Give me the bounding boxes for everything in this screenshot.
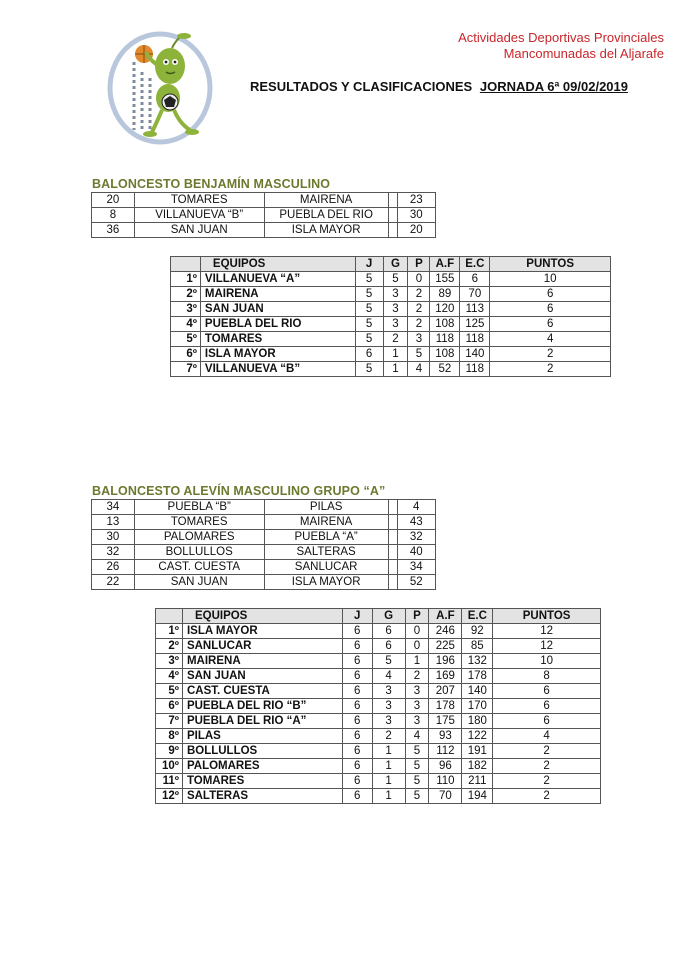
- standings-row: [156, 759, 601, 774]
- result-row: [92, 208, 436, 223]
- points-against-cell: 182: [462, 759, 493, 774]
- column-header: PUNTOS: [490, 257, 611, 272]
- points-against-cell: 140: [460, 347, 490, 362]
- won-cell: 3: [383, 287, 408, 302]
- standings-table-alevin: [155, 608, 601, 804]
- jornada-date: JORNADA 6ª 09/02/2019: [479, 79, 628, 94]
- points-against-cell: 170: [462, 699, 493, 714]
- position-cell: 5º: [171, 332, 201, 347]
- lost-cell: 5: [405, 759, 429, 774]
- team-cell: MAIRENA: [182, 654, 342, 669]
- points-cell: 12: [493, 639, 601, 654]
- won-cell: 1: [383, 347, 408, 362]
- column-header: A.F: [429, 609, 462, 624]
- points-for-cell: 175: [429, 714, 462, 729]
- standings-row: [171, 317, 611, 332]
- played-cell: 6: [342, 714, 372, 729]
- results-table-alevin: [91, 499, 436, 590]
- results-body: [92, 193, 436, 238]
- column-header: EQUIPOS: [200, 257, 355, 272]
- column-header: J: [355, 257, 383, 272]
- points-against-cell: 180: [462, 714, 493, 729]
- org-line-2: Mancomunadas del Aljarafe: [503, 45, 664, 61]
- result-row: [92, 500, 436, 515]
- points-cell: 6: [493, 699, 601, 714]
- page-headline: [250, 79, 628, 94]
- played-cell: 5: [355, 332, 383, 347]
- lost-cell: 5: [405, 744, 429, 759]
- points-cell: 2: [493, 744, 601, 759]
- result-spacer: [388, 560, 397, 575]
- points-against-cell: 211: [462, 774, 493, 789]
- home-team: TOMARES: [134, 515, 264, 530]
- points-cell: 12: [493, 624, 601, 639]
- lost-cell: 4: [408, 362, 430, 377]
- away-team: MAIRENA: [264, 193, 388, 208]
- points-for-cell: 118: [430, 332, 460, 347]
- team-cell: CAST. CUESTA: [182, 684, 342, 699]
- result-row: [92, 530, 436, 545]
- team-cell: MAIRENA: [200, 287, 355, 302]
- points-for-cell: 96: [429, 759, 462, 774]
- lost-cell: 3: [408, 332, 430, 347]
- won-cell: 3: [372, 699, 405, 714]
- standings-row: [156, 789, 601, 804]
- away-score: 40: [397, 545, 436, 560]
- played-cell: 6: [342, 654, 372, 669]
- position-cell: 1º: [156, 624, 183, 639]
- team-cell: PUEBLA DEL RIO “B”: [182, 699, 342, 714]
- team-cell: SAN JUAN: [200, 302, 355, 317]
- team-cell: SANLUCAR: [182, 639, 342, 654]
- points-cell: 2: [493, 774, 601, 789]
- standings-body: [156, 624, 601, 804]
- result-spacer: [388, 530, 397, 545]
- played-cell: 6: [342, 639, 372, 654]
- home-score: 22: [92, 575, 135, 590]
- away-score: 20: [397, 223, 436, 238]
- lost-cell: 0: [408, 272, 430, 287]
- away-team: SANLUCAR: [264, 560, 388, 575]
- away-score: 30: [397, 208, 436, 223]
- team-cell: BOLLULLOS: [182, 744, 342, 759]
- team-cell: SAN JUAN: [182, 669, 342, 684]
- standings-row: [156, 669, 601, 684]
- points-cell: 2: [490, 362, 611, 377]
- points-cell: 2: [493, 759, 601, 774]
- team-cell: PUEBLA DEL RIO “A”: [182, 714, 342, 729]
- position-cell: 7º: [171, 362, 201, 377]
- position-cell: 5º: [156, 684, 183, 699]
- won-cell: 3: [372, 714, 405, 729]
- points-cell: 4: [490, 332, 611, 347]
- standings-header-row: [156, 609, 601, 624]
- home-score: 36: [92, 223, 135, 238]
- home-score: 8: [92, 208, 135, 223]
- standings-row: [156, 639, 601, 654]
- won-cell: 6: [372, 639, 405, 654]
- team-cell: ISLA MAYOR: [200, 347, 355, 362]
- result-spacer: [388, 193, 397, 208]
- lost-cell: 5: [408, 347, 430, 362]
- org-line-1: Actividades Deportivas Provinciales: [458, 30, 664, 45]
- home-score: 32: [92, 545, 135, 560]
- points-cell: 4: [493, 729, 601, 744]
- standings-body: [171, 272, 611, 377]
- standings-row: [171, 287, 611, 302]
- team-cell: PALOMARES: [182, 759, 342, 774]
- away-score: 23: [397, 193, 436, 208]
- played-cell: 5: [355, 287, 383, 302]
- away-score: 43: [397, 515, 436, 530]
- points-against-cell: 125: [460, 317, 490, 332]
- points-against-cell: 113: [460, 302, 490, 317]
- home-team: TOMARES: [134, 193, 264, 208]
- standings-row: [171, 332, 611, 347]
- won-cell: 1: [372, 789, 405, 804]
- team-cell: VILLANUEVA “A”: [200, 272, 355, 287]
- column-header: P: [405, 609, 429, 624]
- points-for-cell: 207: [429, 684, 462, 699]
- points-cell: 2: [493, 789, 601, 804]
- won-cell: 5: [372, 654, 405, 669]
- team-cell: PILAS: [182, 729, 342, 744]
- standings-row: [171, 272, 611, 287]
- standings-header: [171, 257, 611, 272]
- standings-row: [156, 714, 601, 729]
- points-for-cell: 112: [429, 744, 462, 759]
- points-for-cell: 178: [429, 699, 462, 714]
- result-spacer: [388, 515, 397, 530]
- column-header: J: [342, 609, 372, 624]
- home-team: SAN JUAN: [134, 223, 264, 238]
- team-cell: SALTERAS: [182, 789, 342, 804]
- points-for-cell: 93: [429, 729, 462, 744]
- points-against-cell: 118: [460, 362, 490, 377]
- organization-name: [458, 30, 664, 61]
- standings-row: [156, 774, 601, 789]
- standings-row: [156, 699, 601, 714]
- standings-row: [171, 347, 611, 362]
- won-cell: 6: [372, 624, 405, 639]
- points-against-cell: 132: [462, 654, 493, 669]
- standings-row: [156, 729, 601, 744]
- played-cell: 6: [342, 684, 372, 699]
- points-for-cell: 108: [430, 347, 460, 362]
- section-title-alevin: BALONCESTO ALEVÍN MASCULINO GRUPO “A”: [92, 484, 386, 498]
- won-cell: 1: [383, 362, 408, 377]
- position-header: [171, 257, 201, 272]
- points-for-cell: 169: [429, 669, 462, 684]
- home-team: VILLANUEVA “B”: [134, 208, 264, 223]
- points-cell: 6: [493, 684, 601, 699]
- standings-row: [171, 302, 611, 317]
- standings-header-row: [171, 257, 611, 272]
- standings-row: [156, 684, 601, 699]
- position-cell: 8º: [156, 729, 183, 744]
- points-for-cell: 120: [430, 302, 460, 317]
- position-cell: 6º: [171, 347, 201, 362]
- team-cell: TOMARES: [200, 332, 355, 347]
- home-team: PALOMARES: [134, 530, 264, 545]
- column-header: E.C: [460, 257, 490, 272]
- position-cell: 2º: [156, 639, 183, 654]
- standings-row: [156, 624, 601, 639]
- lost-cell: 0: [405, 624, 429, 639]
- played-cell: 6: [342, 669, 372, 684]
- results-table-benjamin: [91, 192, 436, 238]
- home-team: SAN JUAN: [134, 575, 264, 590]
- points-cell: 6: [490, 317, 611, 332]
- lost-cell: 2: [405, 669, 429, 684]
- lost-cell: 1: [405, 654, 429, 669]
- won-cell: 1: [372, 744, 405, 759]
- won-cell: 2: [383, 332, 408, 347]
- position-cell: 11º: [156, 774, 183, 789]
- away-score: 52: [397, 575, 436, 590]
- lost-cell: 3: [405, 714, 429, 729]
- column-header: EQUIPOS: [182, 609, 342, 624]
- standings-table-benjamin: [170, 256, 611, 377]
- position-cell: 12º: [156, 789, 183, 804]
- points-against-cell: 194: [462, 789, 493, 804]
- points-for-cell: 70: [429, 789, 462, 804]
- points-against-cell: 118: [460, 332, 490, 347]
- team-cell: ISLA MAYOR: [182, 624, 342, 639]
- played-cell: 6: [342, 699, 372, 714]
- home-score: 30: [92, 530, 135, 545]
- points-for-cell: 196: [429, 654, 462, 669]
- played-cell: 5: [355, 317, 383, 332]
- points-against-cell: 70: [460, 287, 490, 302]
- played-cell: 6: [342, 789, 372, 804]
- lost-cell: 5: [405, 774, 429, 789]
- played-cell: 6: [342, 774, 372, 789]
- lost-cell: 3: [405, 684, 429, 699]
- won-cell: 3: [372, 684, 405, 699]
- lost-cell: 4: [405, 729, 429, 744]
- points-against-cell: 191: [462, 744, 493, 759]
- result-row: [92, 575, 436, 590]
- home-score: 20: [92, 193, 135, 208]
- home-team: BOLLULLOS: [134, 545, 264, 560]
- played-cell: 6: [342, 624, 372, 639]
- column-header: G: [383, 257, 408, 272]
- points-for-cell: 155: [430, 272, 460, 287]
- played-cell: 5: [355, 272, 383, 287]
- away-team: ISLA MAYOR: [264, 223, 388, 238]
- result-row: [92, 193, 436, 208]
- standings-row: [156, 744, 601, 759]
- points-against-cell: 92: [462, 624, 493, 639]
- standings-row: [171, 362, 611, 377]
- away-score: 4: [397, 500, 436, 515]
- away-team: PILAS: [264, 500, 388, 515]
- points-against-cell: 140: [462, 684, 493, 699]
- result-spacer: [388, 223, 397, 238]
- home-score: 13: [92, 515, 135, 530]
- points-cell: 6: [493, 714, 601, 729]
- points-for-cell: 246: [429, 624, 462, 639]
- result-spacer: [388, 500, 397, 515]
- position-cell: 1º: [171, 272, 201, 287]
- home-score: 26: [92, 560, 135, 575]
- won-cell: 5: [383, 272, 408, 287]
- lost-cell: 3: [405, 699, 429, 714]
- points-against-cell: 6: [460, 272, 490, 287]
- result-spacer: [388, 208, 397, 223]
- won-cell: 1: [372, 774, 405, 789]
- points-against-cell: 122: [462, 729, 493, 744]
- points-cell: 6: [490, 302, 611, 317]
- points-for-cell: 110: [429, 774, 462, 789]
- section-title-benjamin: BALONCESTO BENJAMÍN MASCULINO: [92, 177, 331, 191]
- lost-cell: 2: [408, 317, 430, 332]
- away-team: PUEBLA DEL RIO: [264, 208, 388, 223]
- result-row: [92, 545, 436, 560]
- points-cell: 10: [493, 654, 601, 669]
- results-body: [92, 500, 436, 590]
- points-for-cell: 225: [429, 639, 462, 654]
- won-cell: 4: [372, 669, 405, 684]
- away-team: MAIRENA: [264, 515, 388, 530]
- lost-cell: 2: [408, 302, 430, 317]
- points-against-cell: 178: [462, 669, 493, 684]
- position-cell: 2º: [171, 287, 201, 302]
- away-team: ISLA MAYOR: [264, 575, 388, 590]
- standings-row: [156, 654, 601, 669]
- olive-mascot-logo-icon: [104, 20, 216, 148]
- points-for-cell: 52: [430, 362, 460, 377]
- result-row: [92, 515, 436, 530]
- lost-cell: 5: [405, 789, 429, 804]
- position-cell: 4º: [171, 317, 201, 332]
- points-for-cell: 108: [430, 317, 460, 332]
- column-header: E.C: [462, 609, 493, 624]
- away-score: 32: [397, 530, 436, 545]
- lost-cell: 2: [408, 287, 430, 302]
- position-cell: 9º: [156, 744, 183, 759]
- away-team: SALTERAS: [264, 545, 388, 560]
- position-cell: 3º: [156, 654, 183, 669]
- won-cell: 3: [383, 302, 408, 317]
- column-header: A.F: [430, 257, 460, 272]
- result-row: [92, 560, 436, 575]
- position-cell: 6º: [156, 699, 183, 714]
- played-cell: 6: [355, 347, 383, 362]
- team-cell: VILLANUEVA “B”: [200, 362, 355, 377]
- played-cell: 6: [342, 729, 372, 744]
- away-score: 34: [397, 560, 436, 575]
- won-cell: 2: [372, 729, 405, 744]
- lost-cell: 0: [405, 639, 429, 654]
- points-against-cell: 85: [462, 639, 493, 654]
- points-cell: 6: [490, 287, 611, 302]
- won-cell: 3: [383, 317, 408, 332]
- result-row: [92, 223, 436, 238]
- team-cell: TOMARES: [182, 774, 342, 789]
- result-spacer: [388, 545, 397, 560]
- played-cell: 5: [355, 362, 383, 377]
- home-team: PUEBLA “B”: [134, 500, 264, 515]
- played-cell: 5: [355, 302, 383, 317]
- points-cell: 10: [490, 272, 611, 287]
- played-cell: 6: [342, 759, 372, 774]
- position-cell: 7º: [156, 714, 183, 729]
- position-header: [156, 609, 183, 624]
- column-header: P: [408, 257, 430, 272]
- points-for-cell: 89: [430, 287, 460, 302]
- position-cell: 4º: [156, 669, 183, 684]
- home-team: CAST. CUESTA: [134, 560, 264, 575]
- won-cell: 1: [372, 759, 405, 774]
- column-header: PUNTOS: [493, 609, 601, 624]
- home-score: 34: [92, 500, 135, 515]
- points-cell: 2: [490, 347, 611, 362]
- page-title: RESULTADOS Y CLASIFICACIONES: [250, 79, 473, 94]
- standings-header: [156, 609, 601, 624]
- away-team: PUEBLA “A”: [264, 530, 388, 545]
- column-header: G: [372, 609, 405, 624]
- team-cell: PUEBLA DEL RIO: [200, 317, 355, 332]
- played-cell: 6: [342, 744, 372, 759]
- points-cell: 8: [493, 669, 601, 684]
- position-cell: 3º: [171, 302, 201, 317]
- result-spacer: [388, 575, 397, 590]
- position-cell: 10º: [156, 759, 183, 774]
